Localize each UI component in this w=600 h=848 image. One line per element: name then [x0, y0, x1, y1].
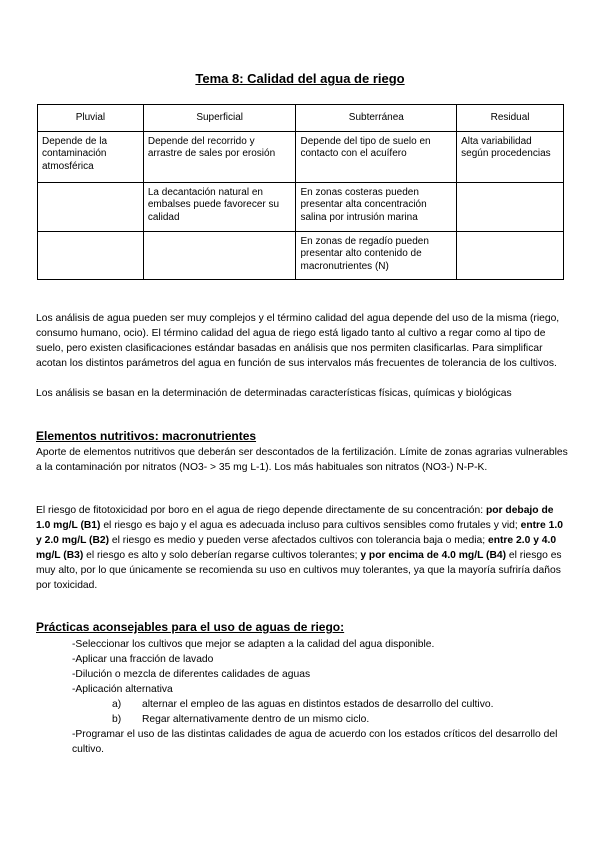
table-row — [38, 232, 564, 280]
water-type-table — [37, 104, 564, 280]
table-cell: Depende del tipo de suelo en contacto con el acuífero — [296, 132, 457, 183]
list-item: -Aplicación alternativa — [72, 684, 173, 695]
list-item: -Seleccionar los cultivos que mejor se adapten a la calidad del agua disponible. — [72, 639, 435, 650]
list-text: alternar el empleo de las aguas en distintos estados de desarrollo del cultivo. — [142, 699, 494, 710]
macronutrients-heading: Elementos nutritivos: macronutrientes — [36, 429, 257, 443]
boron-text: el riesgo es medio y pueden verse afectados cultivos con tolerancia baja o media; — [109, 535, 488, 546]
table-cell — [457, 232, 564, 280]
list-label: b) — [112, 714, 122, 725]
list-item: -Dilución o mezcla de diferentes calidades de aguas — [72, 669, 311, 680]
list-item — [112, 697, 572, 712]
practices-heading: Prácticas aconsejables para el uso de aguas de riego: — [36, 620, 345, 634]
boron-level-b4: y por encima de 4.0 mg/L (B4) — [360, 550, 507, 561]
page-title: Tema 8: Calidad del agua de riego — [195, 71, 405, 86]
boron-text: el riesgo es alto y solo deberían regarse cultivos tolerantes; — [83, 550, 361, 561]
list-text: Regar alternativamente dentro de un mismo ciclo. — [142, 714, 370, 725]
programming-item: -Programar el uso de las distintas calidades de agua de acuerdo con los estados críticos del desarrollo del cultivo. — [72, 729, 558, 755]
table-row — [38, 183, 564, 232]
table-header-row — [38, 105, 564, 132]
table-cell: Depende del recorrido y arrastre de sales por erosión — [143, 132, 296, 183]
boron-level-b1: por debajo de 1.0 mg/L (B1) — [36, 505, 554, 531]
table-cell — [457, 183, 564, 232]
boron-level-b2: entre 1.0 y 2.0 mg/L (B2) — [36, 520, 563, 546]
boron-text: el riesgo es muy alto, por lo que únicamente se recomienda su uso en cultivos muy tolerantes, ya que la mayoría sufriría daños por toxicidad. — [36, 550, 562, 591]
table-cell: En zonas de regadío pueden presentar alto contenido de macronutrientes (N) — [296, 232, 457, 280]
boron-intro: El riesgo de fitotoxicidad por boro en el agua de riego depende directamente de su concentración: — [36, 505, 484, 516]
practices-list — [72, 637, 572, 697]
boron-level-b3: entre 2.0 y 4.0 mg/L (B3) — [36, 535, 557, 561]
alternate-application-list — [112, 697, 572, 727]
list-label: a) — [112, 699, 122, 710]
table-cell — [143, 232, 296, 280]
table-cell — [38, 183, 144, 232]
table-cell: En zonas costeras pueden presentar alta concentración salina por intrusión marina — [296, 183, 457, 232]
boron-paragraph — [36, 503, 568, 593]
intro-paragraph: Los análisis de agua pueden ser muy complejos y el término calidad del agua depende del uso de la misma (riego, consumo humano, ocio). El término calidad del agua de riego está ligado tanto al cultivo a regar como al tipo de suelo, pero existen clasificaciones estándar basadas en análisis que nos permiten clasificarlas. Para simplificar acotan los distintos parámetros del agua en función de sus intervalos más frecuentes de tolerancia de los cultivos. — [36, 313, 560, 369]
boron-text: el riesgo es bajo y el agua es adecuada incluso para cultivos sensibles como frutales y vid; — [100, 520, 521, 531]
table-cell: Depende de la contaminación atmosférica — [38, 132, 144, 183]
table-cell: La decantación natural en embalses puede favorecer su calidad — [143, 183, 296, 232]
table-row — [38, 132, 564, 183]
table-cell: Alta variabilidad según procedencias — [457, 132, 564, 183]
header-superficial: Superficial — [143, 105, 296, 132]
table-cell — [38, 232, 144, 280]
analysis-paragraph: Los análisis se basan en la determinación de determinadas características físicas, químicas y biológicas — [36, 388, 512, 399]
list-item — [112, 712, 572, 727]
list-item: -Aplicar una fracción de lavado — [72, 654, 214, 665]
header-pluvial: Pluvial — [38, 105, 144, 132]
header-subterranea: Subterránea — [296, 105, 457, 132]
header-residual: Residual — [457, 105, 564, 132]
macronutrients-paragraph: Aporte de elementos nutritivos que deberán ser descontados de la fertilización. Límite de zonas agrarias vulnerables a la contaminación por nitratos (NO3- > 35 mg L-1). Los más habituales son nitratos (NO3-) N-P-K. — [36, 447, 568, 473]
